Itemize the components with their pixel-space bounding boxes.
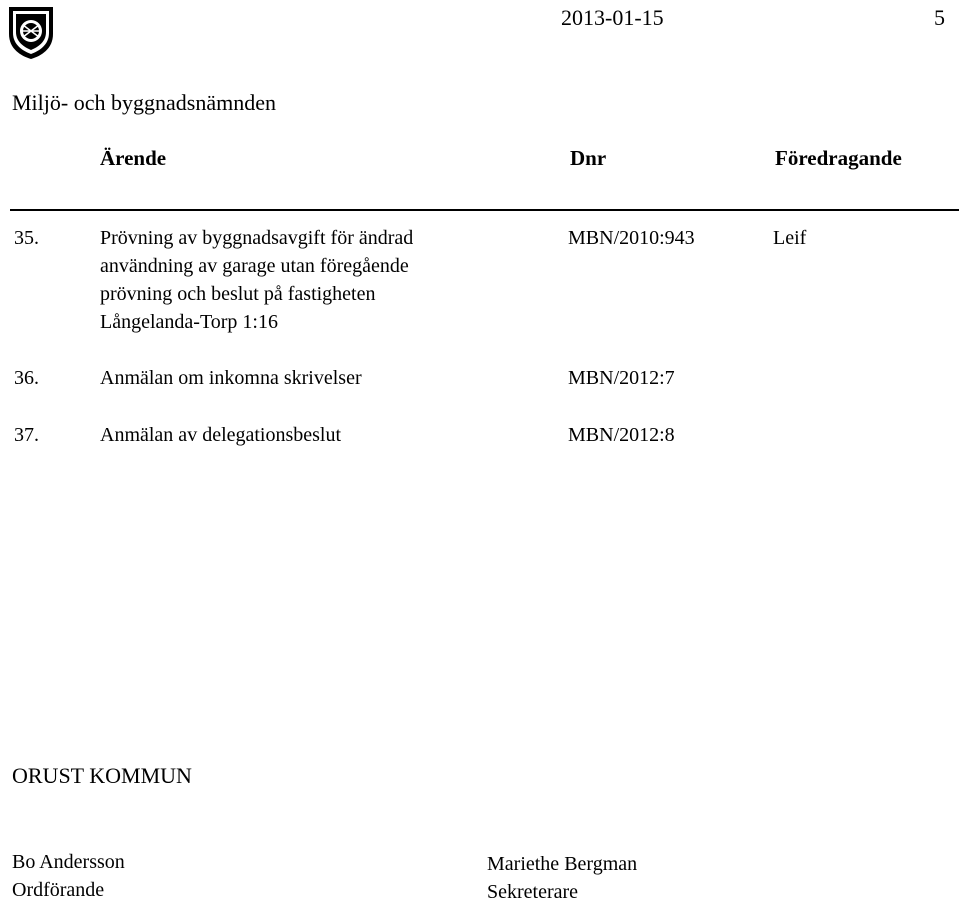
signatory-name: Bo Andersson [12, 851, 125, 873]
signature-block-secretary [487, 850, 637, 906]
signatory-name: Mariethe Bergman [487, 853, 638, 875]
header-divider [10, 209, 959, 211]
signatory-title: Ordförande [12, 879, 105, 901]
item-number: 37. [14, 424, 39, 446]
item-description: Anmälan av delegationsbeslut [100, 424, 342, 446]
item-number: 35. [14, 227, 39, 249]
item-description [100, 224, 413, 336]
signatory-title: Sekreterare [487, 881, 579, 903]
description-line: prövning och beslut på fastigheten [100, 283, 376, 305]
organization-name: Miljö- och byggnadsnämnden [12, 90, 276, 115]
item-number: 36. [14, 367, 39, 389]
item-foredragande: Leif [773, 227, 807, 249]
column-header-foredragande: Föredragande [775, 146, 902, 170]
page-number: 5 [934, 5, 945, 30]
item-dnr: MBN/2010:943 [568, 227, 695, 249]
item-description: Anmälan om inkomna skrivelser [100, 367, 362, 389]
municipality-name: ORUST KOMMUN [12, 763, 192, 788]
item-dnr: MBN/2012:8 [568, 424, 675, 446]
signature-block-chair [12, 848, 125, 904]
item-dnr: MBN/2012:7 [568, 367, 675, 389]
column-header-arende: Ärende [100, 146, 167, 170]
column-header-dnr: Dnr [570, 146, 607, 170]
coat-of-arms-icon [6, 4, 56, 60]
document-date: 2013-01-15 [561, 5, 664, 30]
description-line: Prövning av byggnadsavgift för ändrad [100, 227, 414, 249]
description-line: Långelanda-Torp 1:16 [100, 311, 278, 333]
municipality-coat-of-arms-logo [6, 4, 56, 60]
description-line: användning av garage utan föregående [100, 255, 409, 277]
